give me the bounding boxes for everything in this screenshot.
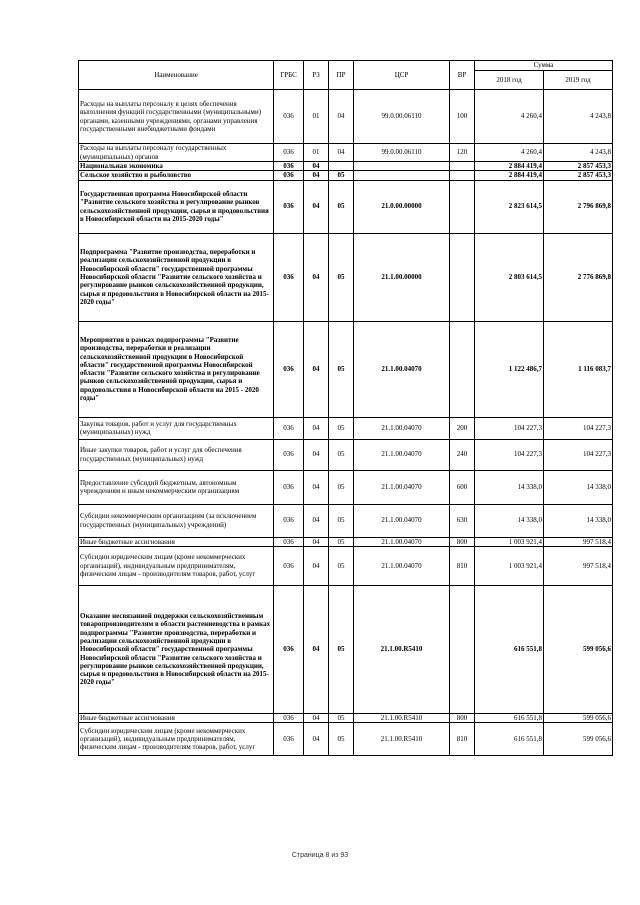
row-sum-2018: 4 260,4	[475, 90, 544, 144]
row-sum-2019: 997 518,4	[544, 546, 613, 585]
table-row	[79, 144, 613, 162]
row-grbs: 036	[274, 162, 304, 171]
row-grbs: 036	[274, 723, 304, 756]
row-rz: 04	[304, 504, 329, 537]
row-pr: 05	[329, 713, 354, 722]
header-year-2018: 2018 год	[475, 71, 544, 90]
row-grbs: 036	[274, 233, 304, 321]
row-sum-2019: 104 227,3	[544, 417, 613, 439]
row-csr: 21.1.00.04070	[354, 321, 450, 417]
row-name: Закупка товаров, работ и услуг для государственных (муниципальных) нужд	[79, 417, 274, 439]
table-row	[79, 321, 613, 417]
row-sum-2019: 4 243,8	[544, 90, 613, 144]
row-sum-2018: 1 003 921,4	[475, 537, 544, 546]
row-csr: 21.0.00.00000	[354, 180, 450, 233]
row-sum-2019: 14 338,0	[544, 470, 613, 504]
row-grbs: 036	[274, 537, 304, 546]
row-name: Сельское хозяйство и рыболовство	[79, 171, 274, 180]
row-grbs: 036	[274, 546, 304, 585]
row-name: Субсидии некоммерческим организациям (за исключением государственных (муниципальных) учреждений)	[79, 504, 274, 537]
row-rz: 04	[304, 537, 329, 546]
table-row	[79, 537, 613, 546]
budget-table	[78, 60, 613, 756]
row-csr: 21.1.00.04070	[354, 546, 450, 585]
row-grbs: 036	[274, 504, 304, 537]
row-rz: 01	[304, 90, 329, 144]
row-grbs: 036	[274, 90, 304, 144]
row-pr: 05	[329, 504, 354, 537]
row-sum-2019: 997 518,4	[544, 537, 613, 546]
row-vr	[450, 585, 475, 713]
row-sum-2019: 4 243,8	[544, 144, 613, 162]
table-row	[79, 233, 613, 321]
row-pr: 05	[329, 546, 354, 585]
row-rz: 04	[304, 180, 329, 233]
row-grbs: 036	[274, 171, 304, 180]
row-sum-2019: 2 776 869,8	[544, 233, 613, 321]
row-name: Иные бюджетные ассигнования	[79, 713, 274, 722]
table-row	[79, 90, 613, 144]
row-vr: 600	[450, 470, 475, 504]
row-sum-2018: 616 551,8	[475, 713, 544, 722]
row-rz: 04	[304, 470, 329, 504]
row-vr	[450, 233, 475, 321]
table-row	[79, 171, 613, 180]
row-vr: 100	[450, 90, 475, 144]
header-grbs: ГРБС	[274, 61, 304, 90]
header-sum: Сумма	[475, 61, 613, 71]
header-name: Наименование	[79, 61, 274, 90]
row-vr	[450, 321, 475, 417]
row-csr: 21.1.00.04070	[354, 417, 450, 439]
row-pr: 05	[329, 417, 354, 439]
header-year-2019: 2019 год	[544, 71, 613, 90]
row-vr: 240	[450, 439, 475, 470]
row-csr: 21.1.00.04070	[354, 504, 450, 537]
row-grbs: 036	[274, 713, 304, 722]
row-grbs: 036	[274, 585, 304, 713]
row-name: Мероприятия в рамках подпрограммы "Развитие производства, переработки и реализации сельскохозяйственной продукции в Новосибирской области" государственной программы Новосибирской области "Развитие сельского хозяйства и регулирование рынков сельскохозяйственной продукции, сырья и продовольствия в Новосибирской области на 2015 - 2020 годы"	[79, 321, 274, 417]
row-csr: 21.1.00.R5410	[354, 723, 450, 756]
row-grbs: 036	[274, 180, 304, 233]
row-sum-2019: 2 796 869,8	[544, 180, 613, 233]
row-name: Подпрограмма "Развитие производства, переработки и реализации сельскохозяйственной продукции в Новосибирской области" государственной программы Новосибирской области "Развитие сельского хозяйства и регулирование рынков сельскохозяйственной продукции, сырья и продовольствия в Новосибирской области на 2015-2020 годы"	[79, 233, 274, 321]
row-sum-2019: 104 227,3	[544, 439, 613, 470]
table-row	[79, 546, 613, 585]
row-csr: 21.1.00.R5410	[354, 713, 450, 722]
row-csr: 21.1.00.00000	[354, 233, 450, 321]
row-pr: 05	[329, 470, 354, 504]
row-sum-2018: 14 338,0	[475, 470, 544, 504]
row-rz: 04	[304, 713, 329, 722]
row-sum-2018: 104 227,3	[475, 439, 544, 470]
row-sum-2019: 2 857 453,3	[544, 162, 613, 171]
row-sum-2018: 1 122 486,7	[475, 321, 544, 417]
row-pr: 05	[329, 537, 354, 546]
row-csr	[354, 162, 450, 171]
row-name: Национальная экономика	[79, 162, 274, 171]
row-pr: 05	[329, 171, 354, 180]
row-pr: 05	[329, 180, 354, 233]
row-sum-2019: 599 056,6	[544, 585, 613, 713]
row-sum-2018: 2 823 614,5	[475, 180, 544, 233]
row-rz: 04	[304, 546, 329, 585]
row-sum-2019: 599 056,6	[544, 713, 613, 722]
row-sum-2018: 616 551,8	[475, 585, 544, 713]
row-sum-2018: 616 551,8	[475, 723, 544, 756]
row-grbs: 036	[274, 470, 304, 504]
row-grbs: 036	[274, 321, 304, 417]
row-vr: 120	[450, 144, 475, 162]
table-row	[79, 723, 613, 756]
row-sum-2018: 2 803 614,5	[475, 233, 544, 321]
row-vr	[450, 162, 475, 171]
table-row	[79, 585, 613, 713]
row-rz: 04	[304, 162, 329, 171]
table-row	[79, 180, 613, 233]
row-csr: 21.1.00.R5410	[354, 585, 450, 713]
row-rz: 04	[304, 439, 329, 470]
table-row	[79, 470, 613, 504]
row-csr: 99.0.00.06110	[354, 90, 450, 144]
row-vr: 200	[450, 417, 475, 439]
row-pr: 05	[329, 439, 354, 470]
row-csr	[354, 171, 450, 180]
row-name: Расходы на выплаты персоналу в целях обеспечения выполнения функций государственными (муниципальными) органами, казенными учреждениями, органами управления государственными внебюджетными фондами	[79, 90, 274, 144]
row-csr: 21.1.00.04070	[354, 439, 450, 470]
row-rz: 04	[304, 723, 329, 756]
row-grbs: 036	[274, 439, 304, 470]
row-vr	[450, 171, 475, 180]
header-pr: ПР	[329, 61, 354, 90]
row-sum-2019: 1 116 083,7	[544, 321, 613, 417]
table-row	[79, 713, 613, 722]
row-rz: 01	[304, 144, 329, 162]
row-name: Расходы на выплаты персоналу государственных (муниципальных) органов	[79, 144, 274, 162]
header-csr: ЦСР	[354, 61, 450, 90]
row-name: Оказание несвязанной поддержки сельскохозяйственным товаропроизводителям в области растениеводства в рамках подпрограммы "Развитие производства, переработки и реализации сельскохозяйственной продукции в Новосибирской области" государственной программы Новосибирской области "Развитие сельского хозяйства и регулирование рынков сельскохозяйственной продукции, сырья и продовольствия в Новосибирской области на 2015-2020 годы"	[79, 585, 274, 713]
row-vr: 800	[450, 537, 475, 546]
page-number: Страница 8 из 93	[291, 852, 349, 859]
row-pr: 05	[329, 233, 354, 321]
row-rz: 04	[304, 321, 329, 417]
row-sum-2018: 1 003 921,4	[475, 546, 544, 585]
row-sum-2018: 4 260,4	[475, 144, 544, 162]
header-rz: РЗ	[304, 61, 329, 90]
table-row	[79, 504, 613, 537]
row-pr: 04	[329, 144, 354, 162]
row-name: Предоставление субсидий бюджетным, автономным учреждениям и иным некоммерческим организациям	[79, 470, 274, 504]
header-vr: ВР	[450, 61, 475, 90]
row-rz: 04	[304, 171, 329, 180]
row-sum-2018: 2 884 419,4	[475, 171, 544, 180]
row-csr: 99.0.00.06110	[354, 144, 450, 162]
row-vr: 800	[450, 713, 475, 722]
table-row	[79, 162, 613, 171]
row-name: Иные бюджетные ассигнования	[79, 537, 274, 546]
row-pr: 05	[329, 585, 354, 713]
row-csr: 21.1.00.04070	[354, 470, 450, 504]
row-grbs: 036	[274, 144, 304, 162]
row-rz: 04	[304, 585, 329, 713]
row-name: Государственная программа Новосибирской области "Развитие сельского хозяйства и регулирование рынков сельскохозяйственной продукции, сырья и продовольствия в Новосибирской области на 2015-2020 годы"	[79, 180, 274, 233]
row-pr	[329, 162, 354, 171]
row-sum-2018: 2 884 419,4	[475, 162, 544, 171]
table-row	[79, 417, 613, 439]
row-vr: 810	[450, 723, 475, 756]
row-vr: 630	[450, 504, 475, 537]
row-sum-2019: 599 056,6	[544, 723, 613, 756]
row-rz: 04	[304, 417, 329, 439]
row-sum-2018: 14 338,0	[475, 504, 544, 537]
row-csr: 21.1.00.04070	[354, 537, 450, 546]
row-vr	[450, 180, 475, 233]
row-sum-2019: 14 338,0	[544, 504, 613, 537]
row-pr: 05	[329, 321, 354, 417]
row-grbs: 036	[274, 417, 304, 439]
table-row	[79, 439, 613, 470]
row-name: Субсидии юридическим лицам (кроме некоммерческих организаций), индивидуальным предпринимателям, физическим лицам - производителям товаров, работ, услуг	[79, 546, 274, 585]
row-name: Иные закупки товаров, работ и услуг для обеспечения государственных (муниципальных) нужд	[79, 439, 274, 470]
row-name: Субсидии юридическим лицам (кроме некоммерческих организаций), индивидуальным предпринимателям, физическим лицам - производителям товаров, работ, услуг	[79, 723, 274, 756]
row-sum-2018: 104 227,3	[475, 417, 544, 439]
row-pr: 05	[329, 723, 354, 756]
row-vr: 810	[450, 546, 475, 585]
row-pr: 04	[329, 90, 354, 144]
row-sum-2019: 2 857 453,3	[544, 171, 613, 180]
row-rz: 04	[304, 233, 329, 321]
